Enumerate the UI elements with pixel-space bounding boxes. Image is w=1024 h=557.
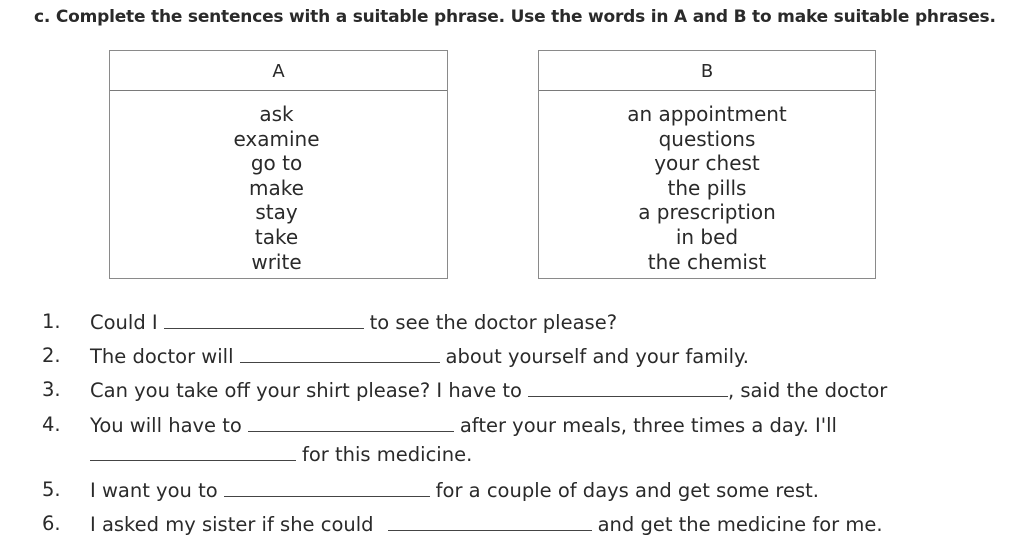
answer-blank[interactable] [248, 413, 454, 432]
list-item: go to [250, 151, 303, 176]
list-item: stay [255, 200, 298, 225]
sentence-text: The doctor will [90, 345, 234, 368]
sentence-number: 3. [42, 378, 61, 401]
sentence-number: 2. [42, 344, 61, 367]
sentence-5 [90, 478, 819, 503]
table-a-list [110, 91, 447, 274]
sentence-number: 6. [42, 512, 61, 535]
word-table-a [109, 50, 448, 279]
sentence-1 [90, 310, 617, 335]
sentence-number: 5. [42, 478, 61, 501]
sentence-4-continued [90, 442, 472, 467]
list-item: in bed [675, 224, 739, 249]
sentence-2 [90, 344, 749, 369]
sentence-6 [90, 512, 883, 537]
table-b-header: B [539, 51, 875, 91]
list-item: make [249, 175, 304, 200]
list-item: write [251, 249, 302, 274]
list-item: the pills [667, 175, 747, 200]
answer-blank[interactable] [388, 512, 592, 531]
table-a-header: A [110, 51, 447, 91]
sentence-text: , said the doctor [727, 379, 888, 402]
list-item: the chemist [647, 249, 767, 274]
table-b-list [539, 91, 875, 274]
sentence-number: 4. [42, 413, 61, 436]
sentence-text: You will have to [90, 414, 242, 437]
sentence-text: I want you to [90, 479, 218, 502]
sentence-text: and get the medicine for me. [597, 513, 883, 536]
sentence-text: for this medicine. [302, 443, 473, 466]
answer-blank[interactable] [240, 344, 440, 363]
list-item: a prescription [638, 200, 776, 225]
answer-blank[interactable] [164, 310, 364, 329]
sentence-4 [90, 413, 837, 438]
sentence-3 [90, 378, 887, 403]
list-item: examine [233, 126, 320, 151]
sentence-text: to see the doctor please? [369, 311, 618, 334]
sentence-number: 1. [42, 310, 61, 333]
answer-blank[interactable] [528, 378, 728, 397]
word-table-b [538, 50, 876, 279]
sentence-text: for a couple of days and get some rest. [435, 479, 820, 502]
list-item: questions [658, 126, 756, 151]
list-item: your chest [654, 151, 760, 176]
list-item: take [254, 224, 299, 249]
list-item: an appointment [627, 102, 787, 126]
sentence-text: Can you take off your shirt please? I have to [90, 379, 522, 402]
answer-blank[interactable] [224, 478, 430, 497]
sentence-text: about yourself and your family. [445, 345, 749, 368]
sentence-text: after your meals, three times a day. I'll [459, 414, 837, 437]
exercise-instructions: c. Complete the sentences with a suitable phrase. Use the words in A and B to make suitable phrases. [34, 7, 996, 27]
sentence-text: I asked my sister if she could [90, 513, 374, 536]
sentence-text: Could I [90, 311, 158, 334]
answer-blank[interactable] [90, 442, 296, 461]
list-item: ask [259, 102, 294, 126]
